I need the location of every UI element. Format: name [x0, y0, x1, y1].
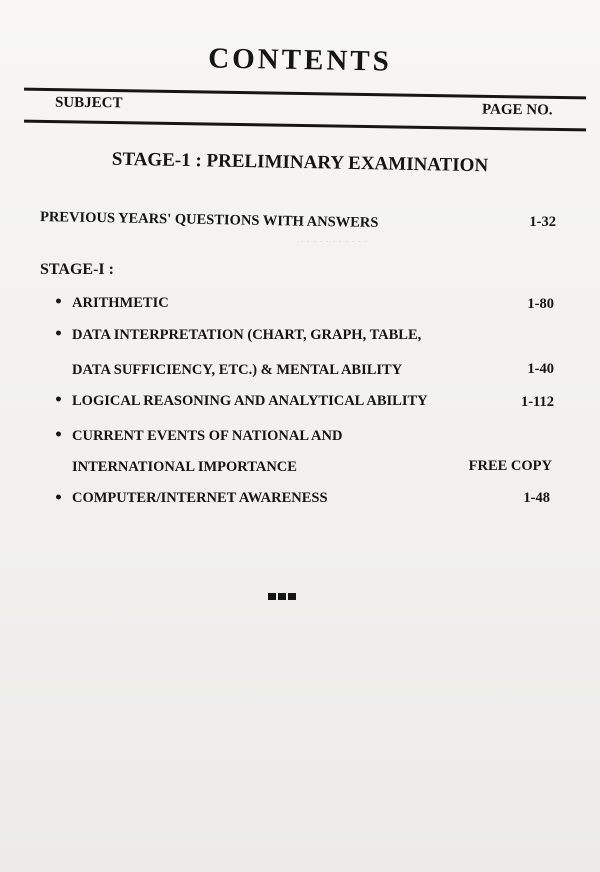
bullet-icon: • — [54, 326, 63, 342]
toc-entry-current-events-cont: INTERNATIONAL IMPORTANCE — [72, 459, 297, 475]
bullet-icon: • — [54, 294, 63, 310]
toc-entry-current-events: CURRENT EVENTS OF NATIONAL AND — [72, 428, 343, 444]
stage-label: STAGE-I : — [40, 261, 114, 278]
bullet-icon: • — [54, 490, 63, 506]
end-mark-block — [268, 593, 276, 600]
header-rule-bottom — [24, 120, 586, 132]
bullet-icon: • — [54, 392, 63, 408]
page-title: CONTENTS — [207, 42, 393, 78]
end-mark-block — [278, 593, 286, 600]
end-mark-block — [288, 593, 296, 600]
page-no-column-header: PAGE NO. — [481, 101, 553, 119]
toc-pages-current-events: FREE COPY — [468, 458, 552, 474]
bullet-icon: • — [54, 427, 63, 443]
previous-years-pages: 1-32 — [529, 214, 556, 230]
toc-entry-computer-awareness: COMPUTER/INTERNET AWARENESS — [72, 490, 328, 506]
toc-entry-data-interpretation: DATA INTERPRETATION (CHART, GRAPH, TABLE, — [72, 327, 422, 343]
toc-pages-arithmetic: 1-80 — [527, 296, 554, 312]
end-of-section-mark — [268, 593, 296, 600]
toc-entry-arithmetic: ARITHMETIC — [72, 295, 169, 311]
toc-pages-logical-reasoning: 1-112 — [520, 394, 554, 410]
previous-years-entry: PREVIOUS YEARS' QUESTIONS WITH ANSWERS — [39, 209, 379, 231]
toc-pages-data-interpretation: 1-40 — [527, 361, 554, 377]
stage-title: STAGE-1 : PRELIMINARY EXAMINATION — [111, 148, 489, 177]
toc-entry-data-interpretation-cont: DATA SUFFICIENCY, ETC.) & MENTAL ABILITY — [72, 362, 403, 378]
subject-column-header: SUBJECT — [54, 94, 123, 112]
bleed-through-text: · · · · · · · · · · · — [300, 236, 368, 248]
toc-pages-computer-awareness: 1-48 — [523, 490, 550, 506]
toc-entry-logical-reasoning: LOGICAL REASONING AND ANALYTICAL ABILITY — [72, 393, 428, 409]
